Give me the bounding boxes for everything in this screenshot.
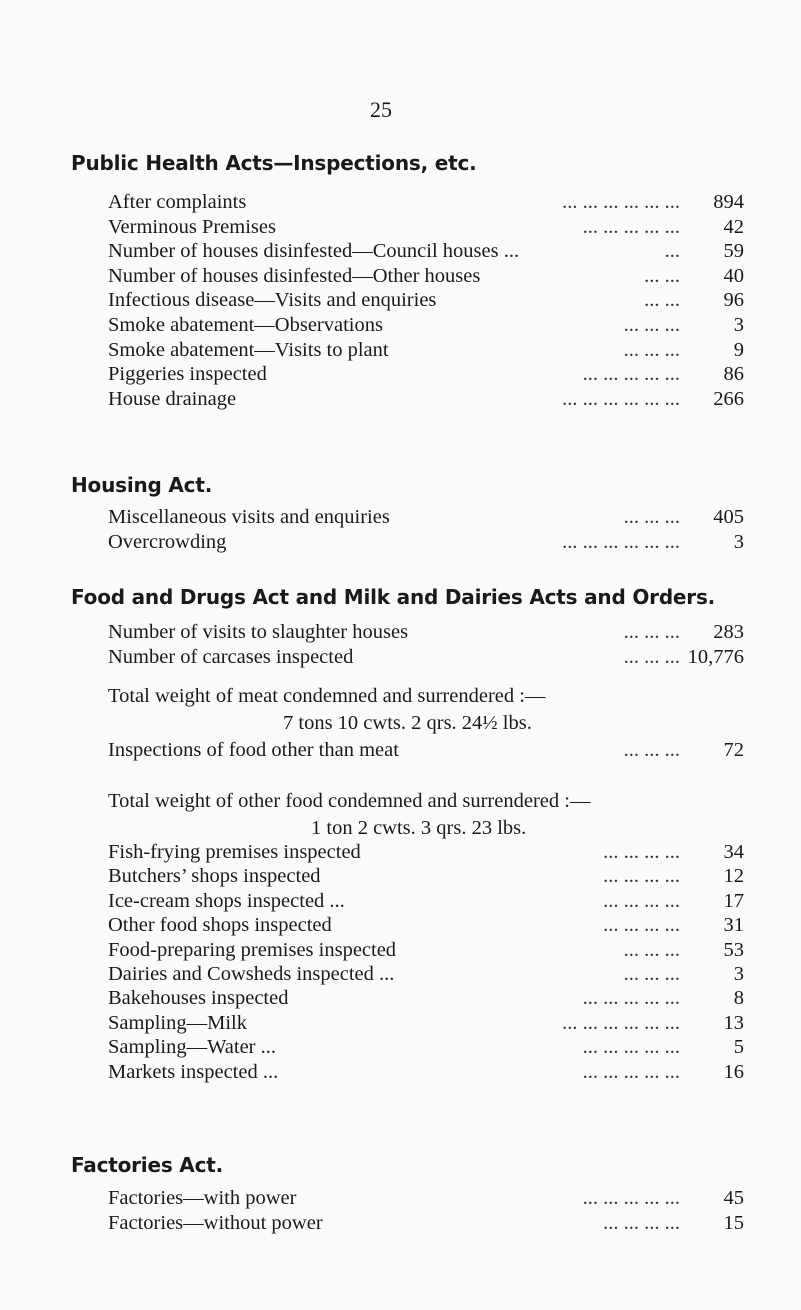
table-row bbox=[108, 214, 744, 241]
row-label: Markets inspected ... bbox=[108, 1060, 279, 1083]
row-label: After complaints bbox=[108, 191, 247, 213]
row-value: 13 bbox=[723, 1011, 744, 1034]
row-label: Smoke abatement—Visits to plant bbox=[108, 338, 389, 361]
row-label: Overcrowding bbox=[108, 531, 227, 553]
row-label: Piggeries inspected bbox=[108, 363, 267, 386]
dot-leader: ... ... ... bbox=[623, 338, 680, 361]
dot-leader: ... ... ... ... ... bbox=[582, 363, 680, 386]
row-label: Factories—with power bbox=[108, 1187, 297, 1209]
table-row bbox=[108, 337, 744, 364]
table-row bbox=[108, 504, 744, 531]
row-value: 86 bbox=[723, 363, 744, 386]
table-row bbox=[108, 189, 744, 216]
row-value: 45 bbox=[723, 1187, 744, 1209]
section-heading-factories: Factories Act. bbox=[71, 1153, 223, 1177]
row-label: Sampling—Water ... bbox=[108, 1036, 277, 1059]
row-label: Number of visits to slaughter houses bbox=[108, 621, 409, 643]
row-label: Verminous Premises bbox=[108, 215, 276, 238]
dot-leader: ... ... ... ... ... ... bbox=[562, 531, 680, 553]
row-value: 5 bbox=[733, 1036, 744, 1059]
table-row bbox=[108, 737, 744, 764]
row-value: 96 bbox=[723, 289, 744, 312]
row-label: Inspections of food other than meat bbox=[108, 739, 399, 761]
dot-leader: ... ... ... bbox=[623, 506, 680, 528]
table-row bbox=[108, 888, 744, 915]
section-heading-housing: Housing Act. bbox=[71, 473, 213, 497]
table-row bbox=[108, 1059, 744, 1086]
row-value: 405 bbox=[713, 506, 744, 528]
row-value: 40 bbox=[723, 264, 744, 287]
row-value: 59 bbox=[723, 240, 744, 263]
dot-leader: ... ... ... ... ... bbox=[582, 987, 680, 1010]
meat-total-value: 7 tons 10 cwts. 2 qrs. 24½ lbs. bbox=[283, 712, 532, 734]
row-label: Food-preparing premises inspected bbox=[108, 938, 397, 961]
table-row bbox=[108, 961, 744, 988]
dot-leader: ... ... ... bbox=[623, 646, 680, 668]
dot-leader: ... ... ... ... ... bbox=[582, 1060, 680, 1083]
row-value: 72 bbox=[723, 739, 744, 761]
table-row bbox=[108, 312, 744, 339]
table-row bbox=[108, 863, 744, 890]
dot-leader: ... ... ... ... bbox=[603, 865, 680, 888]
table-row bbox=[108, 263, 744, 290]
row-value: 31 bbox=[723, 914, 744, 937]
row-value: 15 bbox=[723, 1212, 744, 1234]
dot-leader: ... ... ... bbox=[623, 963, 680, 985]
dot-leader: ... ... ... ... ... ... bbox=[562, 387, 680, 410]
table-row bbox=[108, 839, 744, 866]
row-value: 3 bbox=[733, 314, 744, 336]
row-value: 283 bbox=[713, 621, 744, 643]
row-value: 3 bbox=[733, 531, 744, 553]
row-value: 8 bbox=[733, 987, 744, 1010]
row-value: 9 bbox=[733, 338, 744, 361]
row-value: 894 bbox=[713, 191, 744, 213]
row-value: 34 bbox=[723, 841, 744, 863]
row-value: 16 bbox=[723, 1060, 744, 1083]
table-row bbox=[108, 386, 744, 413]
other-total-label: Total weight of other food condemned and surrendered :— bbox=[108, 790, 591, 812]
dot-leader: ... ... ... ... ... bbox=[582, 1036, 680, 1059]
dot-leader: ... ... ... ... bbox=[603, 914, 680, 937]
dot-leader: ... bbox=[664, 240, 680, 263]
dot-leader: ... ... ... bbox=[623, 739, 680, 761]
dot-leader: ... ... ... ... bbox=[603, 841, 680, 863]
row-value: 10,776 bbox=[687, 646, 744, 668]
dot-leader: ... ... ... bbox=[623, 938, 680, 961]
row-value: 42 bbox=[723, 215, 744, 238]
table-row bbox=[108, 361, 744, 388]
row-label: Number of carcases inspected bbox=[108, 646, 354, 668]
meat-total-label: Total weight of meat condemned and surrendered :— bbox=[108, 685, 546, 707]
dot-leader: ... ... ... bbox=[623, 314, 680, 336]
other-total-value: 1 ton 2 cwts. 3 qrs. 23 lbs. bbox=[311, 817, 527, 839]
row-label: House drainage bbox=[108, 387, 237, 410]
table-row bbox=[108, 619, 744, 646]
row-label: Miscellaneous visits and enquiries bbox=[108, 506, 390, 528]
table-row bbox=[108, 644, 744, 671]
page-number: 25 bbox=[370, 97, 392, 122]
table-row bbox=[108, 1210, 744, 1237]
row-label: Ice-cream shops inspected ... bbox=[108, 889, 345, 912]
row-label: Bakehouses inspected bbox=[108, 987, 289, 1010]
table-row bbox=[108, 1010, 744, 1037]
row-label: Infectious disease—Visits and enquiries bbox=[108, 289, 437, 312]
dot-leader: ... ... ... ... ... bbox=[582, 215, 680, 238]
section-heading-public-health: Public Health Acts—Inspections, etc. bbox=[71, 151, 477, 175]
dot-leader: ... ... ... ... ... ... bbox=[562, 1011, 680, 1034]
row-label: Factories—without power bbox=[108, 1212, 323, 1234]
dot-leader: ... ... bbox=[644, 289, 680, 312]
row-label: Dairies and Cowsheds inspected ... bbox=[108, 963, 395, 985]
table-row bbox=[108, 529, 744, 556]
section-heading-food: Food and Drugs Act and Milk and Dairies Acts and Orders. bbox=[71, 585, 716, 609]
row-label: Other food shops inspected bbox=[108, 914, 332, 937]
dot-leader: ... ... ... ... ... ... bbox=[562, 191, 680, 213]
row-value: 53 bbox=[723, 938, 744, 961]
row-label: Butchers’ shops inspected bbox=[108, 865, 321, 888]
table-row bbox=[108, 238, 744, 265]
table-row bbox=[108, 912, 744, 939]
table-row bbox=[108, 1034, 744, 1061]
dot-leader: ... ... ... bbox=[623, 621, 680, 643]
table-row bbox=[108, 937, 744, 964]
row-value: 17 bbox=[723, 889, 744, 912]
dot-leader: ... ... bbox=[644, 264, 680, 287]
table-row bbox=[108, 287, 744, 314]
dot-leader: ... ... ... ... bbox=[603, 1212, 680, 1234]
row-value: 12 bbox=[723, 865, 744, 888]
dot-leader: ... ... ... ... bbox=[603, 889, 680, 912]
row-value: 3 bbox=[733, 963, 744, 985]
row-value: 266 bbox=[713, 387, 744, 410]
table-row bbox=[108, 985, 744, 1012]
row-label: Number of houses disinfested—Council houses ... bbox=[108, 240, 520, 263]
dot-leader: ... ... ... ... ... bbox=[582, 1187, 680, 1209]
table-row bbox=[108, 1185, 744, 1212]
row-label: Fish-frying premises inspected bbox=[108, 841, 361, 863]
row-label: Sampling—Milk bbox=[108, 1011, 247, 1034]
row-label: Smoke abatement—Observations bbox=[108, 314, 383, 336]
row-label: Number of houses disinfested—Other houses bbox=[108, 264, 481, 287]
